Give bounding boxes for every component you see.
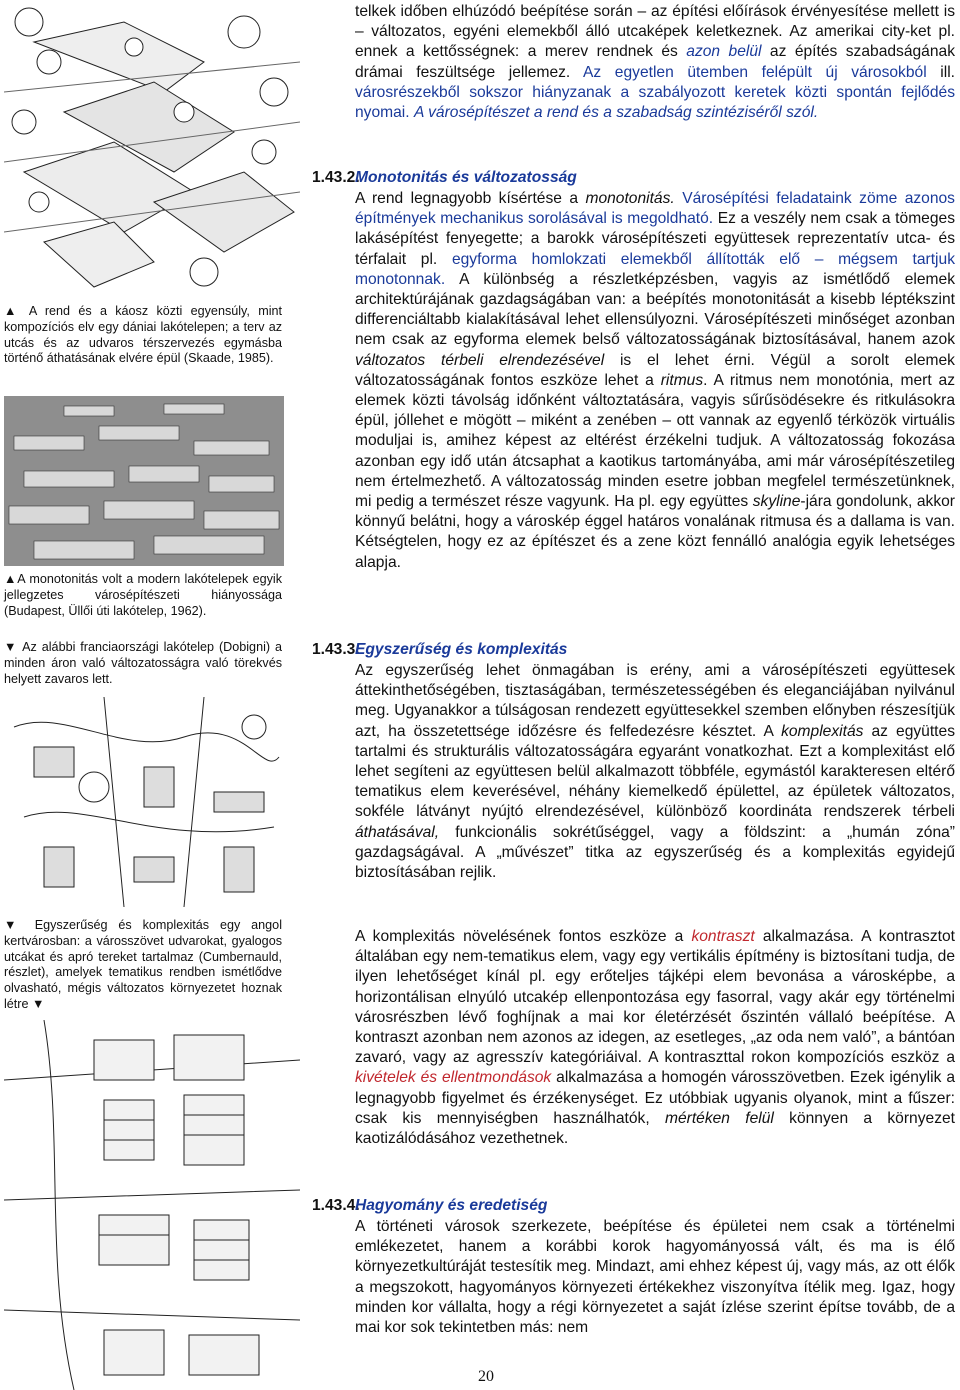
contrast-paragraph: A komplexitás növelésének fontos eszköze a kontraszt alkalmazása. A kontrasztot általában egy nem-tematikus elem, vagy egy vertikális építmény is biztosítani tudja, de ilyen lehetőséget kínál pl. egy erőteljes tájképi elem bevonása a városképbe, a horizontálisan elnyúló utcakép ellenpontozása egy fasorral, vagy akár egy történelmi városrészben lévő foghíjnak a mai kor életérzését őszintén vállaló beépítése. A kontraszt azonban nem azonos az idegen, az esetleges, „az oda nem való”, a bántóan zavaró, vagy az agresszív kategóriáival. A kontraszttal rokon kompozíciós eszköz a kivételek és ellentmondások alkalmazása a homogén városszövetben. Ezek igénylik a legnagyobb figyelmet és érzékenységet. Ez utóbbiak ugyanis olyanok, mint a fűszer: csak kis mennyiségben használhatók, mértéken felül könnyen a környezet kaotizálódásához vezethetnek. — [355, 928, 956, 1148]
caption-dobigni: ▼ Az alábbi franciaországi lakótelep (Dobigni) a minden áron való változatosságra való törekvés helyett zavaros lett. — [4, 640, 282, 686]
section-heading-1-43-4: 1.43.4.Hagyomány és eredetiség — [312, 1197, 548, 1214]
contrast-section — [355, 927, 955, 1149]
section-heading-1-43-3: 1.43.3.Egyszerűség és komplexitás — [312, 641, 568, 658]
section-1-43-4-body — [355, 1217, 955, 1338]
section-1-43-2-body — [355, 189, 955, 573]
caption-budapest: ▲A monotonitás volt a modern lakótelepek egyik jellegzetes városépítészeti hiányossága (Budapest, Üllői úti lakótelep, 1962). — [4, 572, 282, 618]
simplicity-paragraph: Az egyszerűség lehet önmagában is erény, ami a városépítészeti együttesek áttekinthetőségében, tisztaságában, természetességében és eleganciájában nyilvánul meg. Ugyanakkor a túlságosan rendezett együttesekkel szemben előnyben részesítjük azt, ha összetettsége időzésre és felfedezésre késztet. A komplexitás az együttes tartalmi és strukturális változatosságára egyaránt vonatkozhat. Ezt a komplexitást elő lehet segíteni az együttesen belül alkalmazott többféle, egymástól karakteresen eltérő tematikus elem keverésével, néhány kiemelkedő épülettel, az épületek változatos, sokféle látványt nyújtó elrendezésével, különböző koordináta rendszerek térbeli áthatásával, funkcionális sokrétűséggel, vagy a földszint: a „humán zóna” gazdagságával. A „művészet” titka az egyszerűség és a komplexitás egyidejű biztosításában rejlik. — [355, 662, 955, 882]
section-heading-1-43-2: 1.43.2.Monotonitás és változatosság — [312, 169, 577, 186]
page-number: 20 — [478, 1368, 494, 1385]
section-1-43-3-body — [355, 661, 955, 883]
caption-cumbernauld: ▼ Egyszerűség és komplexitás egy angol kertvárosban: a városszövet udvarokat, gyalogos utcákat és apró tereket tartalmaz (Cumbernauld, részlet), amelyek tematikus rendben ismétlődve olvasható, mégis változatos környezetet hoznak létre ▼ — [4, 918, 282, 1011]
tradition-paragraph: A történeti városok szerkezete, beépítése és épületei nem csak a történelmi emlékezetet, hanem a korábbi korok hagyományossá vált, és ma is élő környezetkultúráját testesítik meg. Mindazt, ami ehhez képest új, vagy más, az ott élők a megszokott, hagyományos környezeti értékekhez viszonyítva ítélik meg. Igaz, hogy minden kor vállalta, hogy a régi környezetet a saját ízlése szerint építse tovább, de a mai kor sok tekintetben más: nem — [355, 1218, 955, 1337]
danish-housing-sketch — [4, 2, 300, 292]
dobigni-site-plan — [4, 697, 284, 907]
intro-text: telkek időben elhúzódó beépítése során – az építési előírások érvényesítése mellett is – változatos, egyéni elemekből álló utcaképek keletkeznek. Az amerikai city-ket pl. ennek a kettősségnek: a merev rendnek és azon belül az építés szabadságának drámai feszültsége jellemez. Az egyetlen ütemben felépült új városokból ill. városrészekből sokszor hiányzanak a szabályozott keretek közti spontán fejlődés nyomai. A városépítészet a rend és a szabadság szintéziséről szól. — [355, 3, 955, 122]
caption-danish: ▲ A rend és a káosz közti egyensúly, mint kompozíciós elv egy dániai lakótelepen; a terv az utcás és az udvaros térszervezés egymásba történő áthatásának elvére épül (Skaade, 1985). — [4, 304, 282, 366]
budapest-estate-photo — [4, 396, 284, 566]
cumbernauld-plan — [4, 1020, 300, 1390]
monotony-paragraph: A rend legnagyobb kísértése a monotonitás. Városépítési feladataink zöme azonos építmények mechanikus sorolásával is megoldható. Ez a veszély nem csak a tömeges lakásépítést fenyegette; a barokk városépítészeti együttesek reprezentatív utca- és térfalait pl. egyforma homlokzati elemekből állították elő – mégsem tartjuk monotonnak. A különbség a részletképzésben, vagyis az ismétlődő elemek architektúrájának gazdagságában van: a beépítés monotonitását a kisebb léptékszint differenciáltabb kialakításával lehet ellensúlyozni. Városépítészeti minőséget azonban nem csak az egyforma elemek belső változatosságának biztosításával, hanem azok változatos térbeli elrendezésével is el lehet érni. Végül a sorolt elemek változatosságának fontos eszköze lehet a ritmus. A ritmus nem monotónia, mert az elemek közti távolság időnként változtatására, vagyis sűrűsödésekre és ritkulásokra épül, jóllehet e mögött – miként a zenében – ott vannak az egyenlő térközök virtuális moduljai is, amihez képest az eltérést érzékelni tudjuk. A változatosság fokozása azonban egy idő után átcsaphat a kaotikus tartományába, ami már városépítészetileg nem értelmezhető. A változatosság minden esetre jobban megfelel természetünknek, mi pedig a természet része vagyunk. Ha pl. egy együttes skyline-jára gondolunk, akkor könnyű belátni, hogy a városkép éggel határos vonalának ritmusa és a dallama is van. Kétségtelen, hogy ez az építészet és a zene közt fennálló analógia egyik lehetséges alapja. — [355, 190, 956, 571]
left-column — [0, 0, 300, 1390]
intro-paragraph — [355, 2, 955, 123]
